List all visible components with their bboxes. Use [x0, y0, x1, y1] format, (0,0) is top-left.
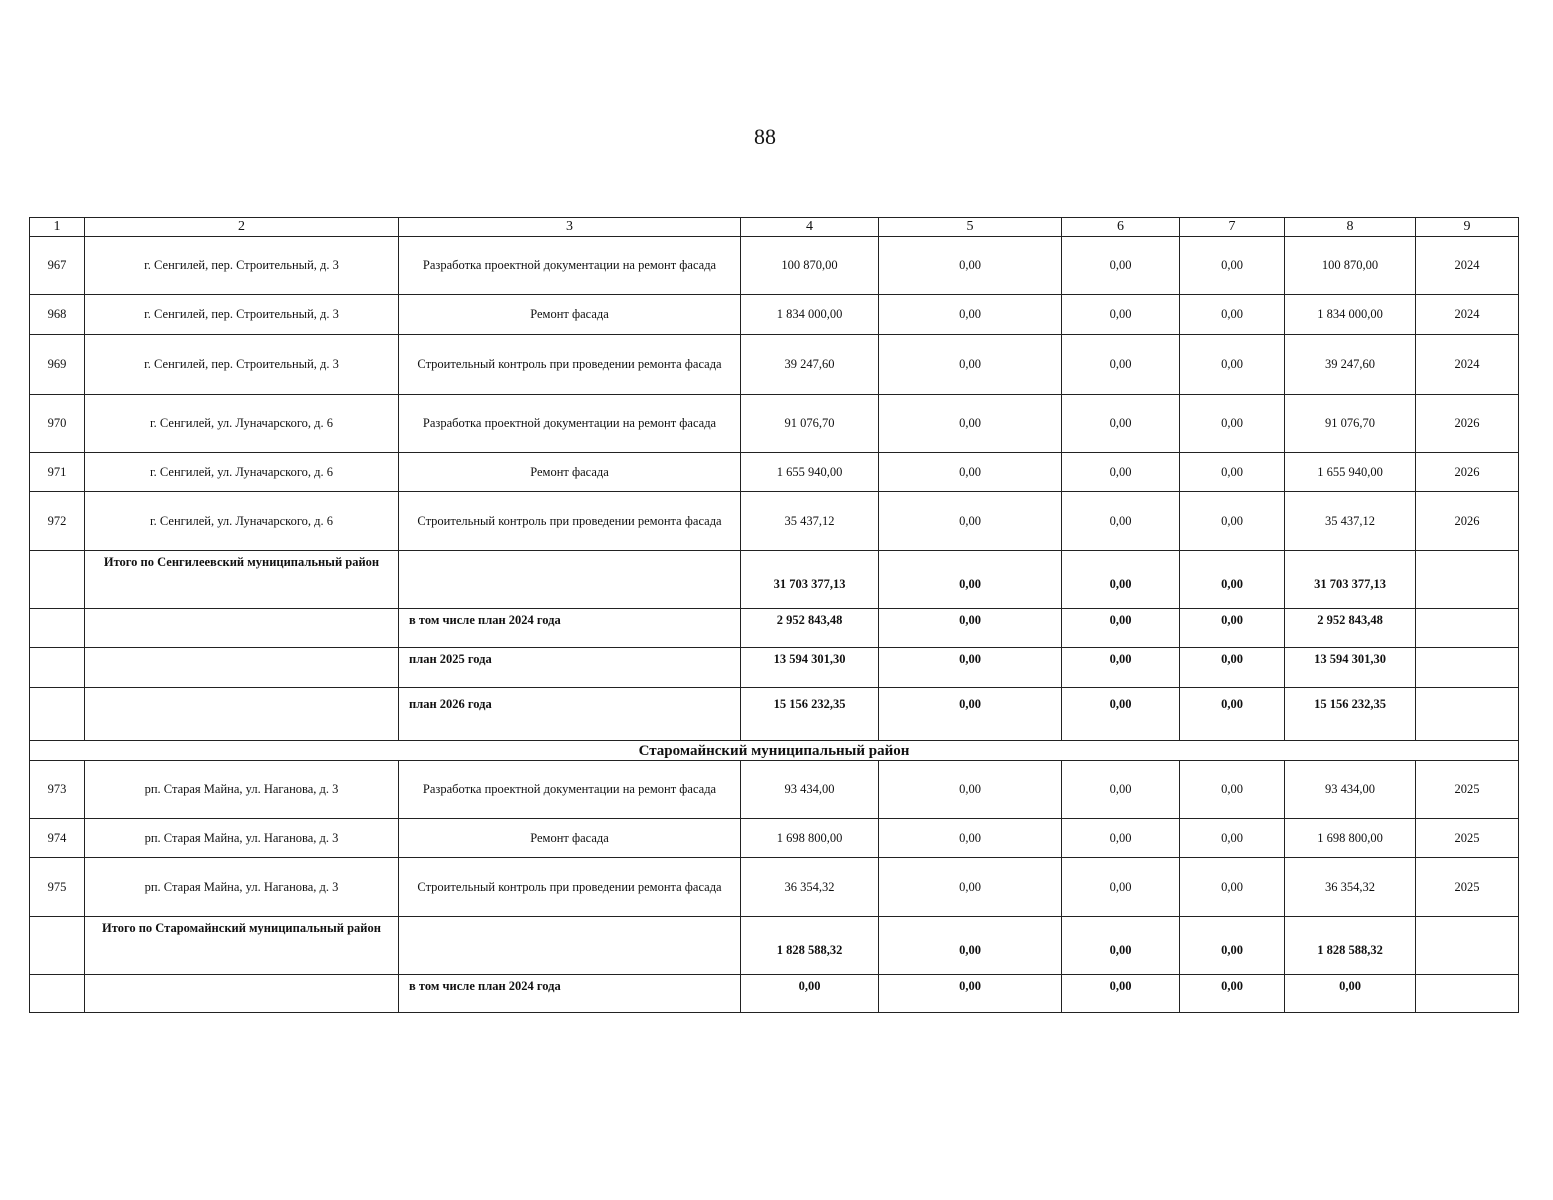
section-header-row	[30, 741, 1519, 761]
row-col5: 0,00	[879, 492, 1062, 551]
row-year: 2026	[1416, 492, 1519, 551]
table-row	[30, 395, 1519, 453]
row-address: рп. Старая Майна, ул. Наганова, д. 3	[85, 819, 399, 858]
plan-col6: 0,00	[1062, 609, 1180, 648]
table-row	[30, 295, 1519, 335]
district-total-row	[30, 551, 1519, 609]
row-col5: 0,00	[879, 395, 1062, 453]
row-year: 2024	[1416, 237, 1519, 295]
row-col7: 0,00	[1180, 453, 1285, 492]
row-col6: 0,00	[1062, 237, 1180, 295]
empty-cell	[85, 609, 399, 648]
plan-col8: 13 594 301,30	[1285, 648, 1416, 688]
row-col7: 0,00	[1180, 492, 1285, 551]
row-address: г. Сенгилей, ул. Луначарского, д. 6	[85, 453, 399, 492]
row-col7: 0,00	[1180, 295, 1285, 335]
row-address: г. Сенгилей, ул. Луначарского, д. 6	[85, 395, 399, 453]
empty-cell	[1416, 688, 1519, 741]
row-number: 970	[30, 395, 85, 453]
table-row	[30, 492, 1519, 551]
row-number: 968	[30, 295, 85, 335]
plan-row	[30, 609, 1519, 648]
row-work-type: Ремонт фасада	[399, 453, 741, 492]
plan-col8: 2 952 843,48	[1285, 609, 1416, 648]
plan-row	[30, 648, 1519, 688]
plan-col7: 0,00	[1180, 975, 1285, 1013]
row-work-type: Ремонт фасада	[399, 819, 741, 858]
column-header: 3	[399, 218, 741, 237]
row-col4: 35 437,12	[741, 492, 879, 551]
row-col4: 1 698 800,00	[741, 819, 879, 858]
row-work-type: Строительный контроль при проведении ремонта фасада	[399, 335, 741, 395]
empty-cell	[85, 975, 399, 1013]
row-year: 2024	[1416, 295, 1519, 335]
row-number: 971	[30, 453, 85, 492]
row-col5: 0,00	[879, 295, 1062, 335]
row-col7: 0,00	[1180, 858, 1285, 917]
row-col8: 1 655 940,00	[1285, 453, 1416, 492]
row-col8: 36 354,32	[1285, 858, 1416, 917]
plan-row	[30, 975, 1519, 1013]
row-col8: 100 870,00	[1285, 237, 1416, 295]
total-col5: 0,00	[879, 551, 1062, 609]
row-col6: 0,00	[1062, 453, 1180, 492]
table-row	[30, 858, 1519, 917]
row-col5: 0,00	[879, 761, 1062, 819]
row-col8: 35 437,12	[1285, 492, 1416, 551]
plan-col7: 0,00	[1180, 688, 1285, 741]
row-col7: 0,00	[1180, 819, 1285, 858]
plan-col5: 0,00	[879, 975, 1062, 1013]
empty-cell	[30, 975, 85, 1013]
column-header: 9	[1416, 218, 1519, 237]
row-col6: 0,00	[1062, 761, 1180, 819]
page-number: 88	[754, 124, 776, 149]
row-col5: 0,00	[879, 858, 1062, 917]
total-col7: 0,00	[1180, 917, 1285, 975]
plan-col4: 13 594 301,30	[741, 648, 879, 688]
repair-plan-table	[29, 217, 1519, 1013]
column-header: 6	[1062, 218, 1180, 237]
empty-cell	[1416, 917, 1519, 975]
row-col8: 1 834 000,00	[1285, 295, 1416, 335]
plan-row	[30, 688, 1519, 741]
row-number: 972	[30, 492, 85, 551]
row-address: г. Сенгилей, пер. Строительный, д. 3	[85, 335, 399, 395]
row-address: рп. Старая Майна, ул. Наганова, д. 3	[85, 858, 399, 917]
plan-label: в том числе план 2024 года	[399, 975, 741, 1013]
empty-cell	[1416, 551, 1519, 609]
row-col7: 0,00	[1180, 395, 1285, 453]
row-col6: 0,00	[1062, 295, 1180, 335]
column-header: 1	[30, 218, 85, 237]
row-year: 2025	[1416, 761, 1519, 819]
plan-col5: 0,00	[879, 648, 1062, 688]
plan-col6: 0,00	[1062, 648, 1180, 688]
section-title: Старомайнский муниципальный район	[30, 741, 1519, 761]
row-col8: 93 434,00	[1285, 761, 1416, 819]
plan-col7: 0,00	[1180, 609, 1285, 648]
empty-cell	[1416, 975, 1519, 1013]
row-number: 973	[30, 761, 85, 819]
row-col5: 0,00	[879, 819, 1062, 858]
table-row	[30, 819, 1519, 858]
empty-cell	[30, 688, 85, 741]
column-header: 2	[85, 218, 399, 237]
row-work-type: Разработка проектной документации на ремонт фасада	[399, 237, 741, 295]
column-header: 8	[1285, 218, 1416, 237]
row-work-type: Ремонт фасада	[399, 295, 741, 335]
empty-cell	[399, 917, 741, 975]
total-col5: 0,00	[879, 917, 1062, 975]
total-col6: 0,00	[1062, 917, 1180, 975]
plan-col4: 2 952 843,48	[741, 609, 879, 648]
row-col4: 36 354,32	[741, 858, 879, 917]
plan-col7: 0,00	[1180, 648, 1285, 688]
plan-col6: 0,00	[1062, 688, 1180, 741]
plan-label: план 2026 года	[399, 688, 741, 741]
empty-cell	[30, 917, 85, 975]
empty-cell	[30, 609, 85, 648]
row-col6: 0,00	[1062, 819, 1180, 858]
row-col6: 0,00	[1062, 395, 1180, 453]
row-col8: 91 076,70	[1285, 395, 1416, 453]
row-address: г. Сенгилей, ул. Луначарского, д. 6	[85, 492, 399, 551]
row-year: 2025	[1416, 819, 1519, 858]
row-col7: 0,00	[1180, 237, 1285, 295]
row-col7: 0,00	[1180, 761, 1285, 819]
total-col7: 0,00	[1180, 551, 1285, 609]
row-col5: 0,00	[879, 335, 1062, 395]
row-col6: 0,00	[1062, 335, 1180, 395]
total-col8: 31 703 377,13	[1285, 551, 1416, 609]
plan-label: в том числе план 2024 года	[399, 609, 741, 648]
empty-cell	[30, 648, 85, 688]
row-col5: 0,00	[879, 453, 1062, 492]
plan-label: план 2025 года	[399, 648, 741, 688]
row-address: рп. Старая Майна, ул. Наганова, д. 3	[85, 761, 399, 819]
column-number-row	[30, 218, 1519, 237]
plan-col5: 0,00	[879, 688, 1062, 741]
total-col4: 1 828 588,32	[741, 917, 879, 975]
row-col4: 91 076,70	[741, 395, 879, 453]
row-number: 969	[30, 335, 85, 395]
row-number: 974	[30, 819, 85, 858]
empty-cell	[85, 688, 399, 741]
row-address: г. Сенгилей, пер. Строительный, д. 3	[85, 237, 399, 295]
row-col7: 0,00	[1180, 335, 1285, 395]
plan-col8: 0,00	[1285, 975, 1416, 1013]
row-number: 967	[30, 237, 85, 295]
total-label: Итого по Сенгилеевский муниципальный район	[85, 551, 399, 609]
row-col4: 1 834 000,00	[741, 295, 879, 335]
empty-cell	[399, 551, 741, 609]
column-header: 7	[1180, 218, 1285, 237]
row-work-type: Строительный контроль при проведении ремонта фасада	[399, 858, 741, 917]
row-work-type: Строительный контроль при проведении ремонта фасада	[399, 492, 741, 551]
row-address: г. Сенгилей, пер. Строительный, д. 3	[85, 295, 399, 335]
row-col5: 0,00	[879, 237, 1062, 295]
column-header: 5	[879, 218, 1062, 237]
row-number: 975	[30, 858, 85, 917]
row-year: 2024	[1416, 335, 1519, 395]
row-col6: 0,00	[1062, 858, 1180, 917]
empty-cell	[1416, 648, 1519, 688]
row-col4: 1 655 940,00	[741, 453, 879, 492]
total-col4: 31 703 377,13	[741, 551, 879, 609]
row-col8: 1 698 800,00	[1285, 819, 1416, 858]
column-header: 4	[741, 218, 879, 237]
total-col6: 0,00	[1062, 551, 1180, 609]
table-row	[30, 335, 1519, 395]
plan-col4: 15 156 232,35	[741, 688, 879, 741]
table-row	[30, 761, 1519, 819]
row-work-type: Разработка проектной документации на ремонт фасада	[399, 395, 741, 453]
plan-col8: 15 156 232,35	[1285, 688, 1416, 741]
row-col4: 100 870,00	[741, 237, 879, 295]
row-col8: 39 247,60	[1285, 335, 1416, 395]
total-label: Итого по Старомайнский муниципальный район	[85, 917, 399, 975]
plan-col6: 0,00	[1062, 975, 1180, 1013]
row-col4: 39 247,60	[741, 335, 879, 395]
row-col4: 93 434,00	[741, 761, 879, 819]
empty-cell	[1416, 609, 1519, 648]
table-row	[30, 453, 1519, 492]
row-col6: 0,00	[1062, 492, 1180, 551]
table-row	[30, 237, 1519, 295]
empty-cell	[85, 648, 399, 688]
row-work-type: Разработка проектной документации на ремонт фасада	[399, 761, 741, 819]
district-total-row	[30, 917, 1519, 975]
total-col8: 1 828 588,32	[1285, 917, 1416, 975]
row-year: 2025	[1416, 858, 1519, 917]
row-year: 2026	[1416, 395, 1519, 453]
empty-cell	[30, 551, 85, 609]
row-year: 2026	[1416, 453, 1519, 492]
plan-col4: 0,00	[741, 975, 879, 1013]
plan-col5: 0,00	[879, 609, 1062, 648]
